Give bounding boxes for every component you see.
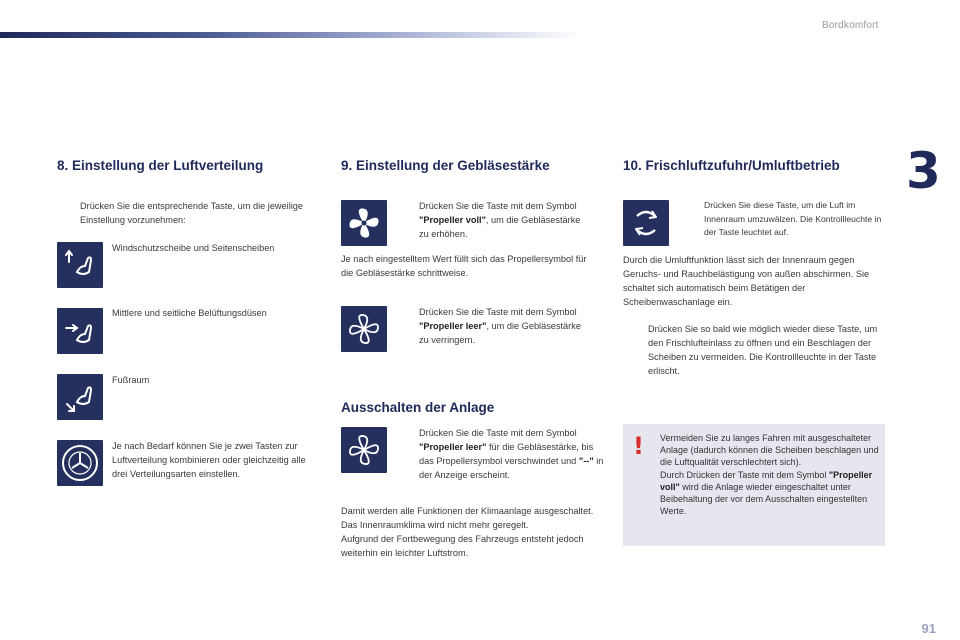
windshield-label: Windschutzscheibe und Seitenscheiben (112, 243, 275, 253)
footwell-label: Fußraum (112, 375, 150, 385)
windshield-airflow-icon (57, 242, 103, 288)
air-recirculation-icon (623, 200, 669, 246)
fresh-air-step: Drücken Sie so bald wie möglich wieder diese Taste, um den Frischlufteinlass zu öffnen und ein Beschlagen der Scheiben zu vermeiden. Die Kontrollleuchte in der Taste erlischt. (648, 324, 878, 376)
face-vents-label: Mittlere und seitliche Belüftungsdüsen (112, 308, 267, 318)
recirculation-step: Drücken Sie diese Taste, um die Luft im Innenraum umzuwälzen. Die Kontrollleuchte in der Taste leuchtet auf. (704, 200, 882, 237)
heading-air-distribution: 8. Einstellung der Luftverteilung (57, 158, 264, 173)
heading-system-off: Ausschalten der Anlage (341, 400, 495, 415)
heading-recirculation: 10. Frischluftzufuhr/Umluftbetrieb (623, 158, 840, 173)
fan-decrease-step: Drücken Sie die Taste mit dem Symbol "Propeller leer", um die Gebläsestärke zu verringern. (419, 307, 581, 345)
warning-exclamation-icon: ! (633, 432, 644, 460)
header-gradient-bar (0, 32, 580, 38)
fan-propeller-full-icon (341, 200, 387, 246)
section-title: Bordkomfort (822, 20, 879, 31)
recirculation-info: Durch die Umluftfunktion lässt sich der Innenraum gegen Geruchs- und Rauchbelästigung von außen abschirmen. Sie schaltet sich automatisch beim Betätigen der Scheibenwaschanlage ein. (623, 255, 870, 307)
chapter-number: 3 (906, 142, 941, 200)
warning-note-box (623, 424, 885, 546)
system-off-result: Damit werden alle Funktionen der Klimaanlage ausgeschaltet. Das Innenraumklima wird nicht mehr geregelt. Aufgrund der Fortbewegung des Fahrzeugs entsteht jedoch weiterhin ein leichter Luftstrom. (341, 506, 594, 558)
air-distribution-intro: Drücken Sie die entsprechende Taste, um die jeweilige Einstellung vorzunehmen: (80, 201, 304, 225)
system-off-step: Drücken Sie die Taste mit dem Symbol "Propeller leer" für die Gebläsestärke, bis das Propellersymbol verschwindet und "--" in der Anzeige erscheint. (419, 428, 604, 480)
combine-note: Je nach Bedarf können Sie je zwei Tasten zur Luftverteilung kombinieren oder gleichzeitig alle drei Verteilungsarten einstellen. (112, 441, 306, 479)
fan-propeller-off-icon (341, 427, 387, 473)
warning-note-text: Vermeiden Sie zu langes Fahren mit ausgeschalteter Anlage (dadurch können die Scheiben beschlagen und die Luftqualität verschlechtert sich). Durch Drücken der Taste mit dem Symbol "Propeller voll" wird die Anlage wieder eingeschaltet unter Beibehaltung der vor dem Ausschalten eingestellten Werte. (660, 433, 879, 517)
fan-propeller-empty-icon (341, 306, 387, 352)
distribution-dial-icon (57, 440, 103, 486)
footwell-airflow-icon (57, 374, 103, 420)
fan-fill-note: Je nach eingestelltem Wert füllt sich das Propellersymbol für die Gebläsestärke schrittweise. (341, 254, 587, 278)
face-vents-airflow-icon (57, 308, 103, 354)
heading-fan-speed: 9. Einstellung der Gebläsestärke (341, 158, 550, 173)
page-number: 91 (921, 621, 936, 636)
fan-increase-step: Drücken Sie die Taste mit dem Symbol "Propeller voll", um die Gebläsestärke zu erhöhen. (419, 201, 581, 239)
